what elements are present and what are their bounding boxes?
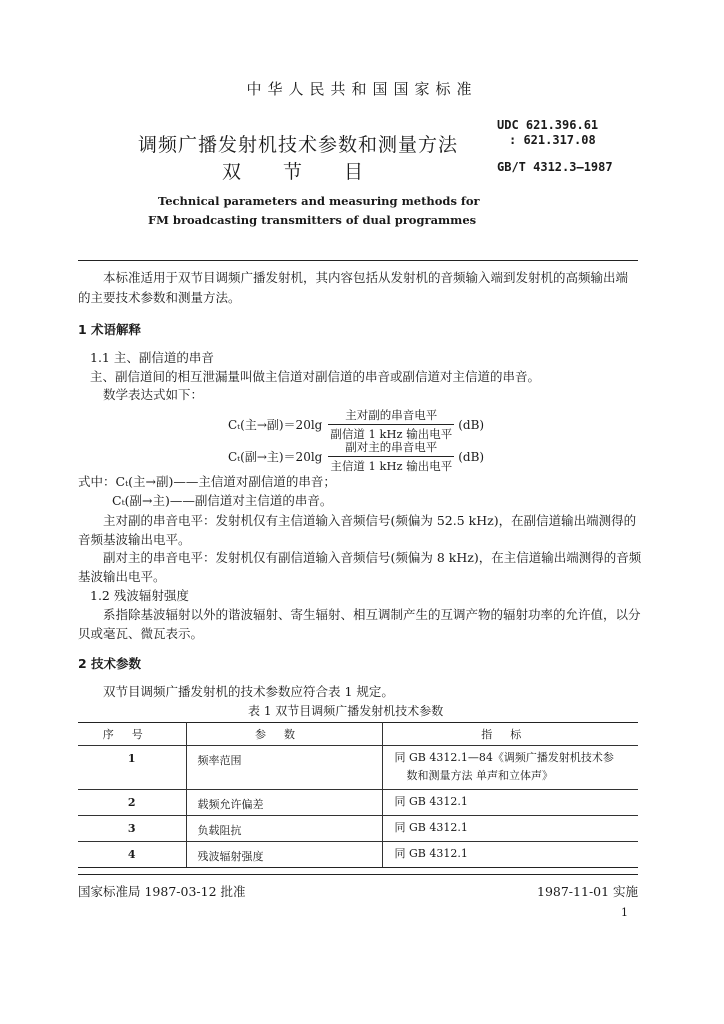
formula-where-2: Cₜ(副→主)——副信道对主信道的串音。 (112, 493, 333, 508)
row-specification (382, 842, 638, 868)
formula-lhs: Cₜ(主→副)＝20lg (228, 418, 323, 432)
row-parameter: 残波辐射强度 (186, 842, 382, 868)
table-row (78, 790, 638, 816)
row-parameter: 负载阻抗 (186, 816, 382, 842)
formula-numerator: 主对副的串音电平 (345, 408, 438, 422)
formula-where-1: 式中：Cₜ(主→副)——主信道对副信道的串音； (78, 474, 336, 489)
row-number: 2 (78, 790, 186, 816)
row-parameter: 载频允许偏差 (186, 790, 382, 816)
column-header-parameter: 参数 (186, 723, 382, 746)
table-row (78, 842, 638, 868)
section-1-2-text: 系指除基波辐射以外的谐波辐射、寄生辐射、相互调制产生的互调产物的辐射功率的允许值，以分 (103, 607, 641, 622)
formula-crosstalk-main-to-sub (228, 407, 484, 442)
formula-numerator: 副对主的串音电平 (345, 440, 438, 454)
row-number: 4 (78, 842, 186, 868)
definition-main-to-sub: 主对副的串音电平：发射机仅有主信道输入音频信号(频偏为 52.5 kHz)，在副信道输出端测得的 (103, 513, 637, 528)
spec-line: 同 GB 4312.1—84《调频广播发射机技术参 (394, 751, 614, 764)
header-divider (78, 260, 638, 261)
table-row (78, 746, 638, 790)
spec-line: 同 GB 4312.1 (394, 795, 468, 808)
section-1-2-text-cont: 贝或毫瓦、微瓦表示。 (78, 626, 204, 641)
row-specification (382, 816, 638, 842)
title-chinese: 调频广播发射机技术参数和测量方法 (138, 134, 459, 156)
formula-denominator: 副信道 1 kHz 输出电平 (328, 424, 454, 442)
title-english: Technical parameters and measuring methods for (158, 194, 480, 208)
row-specification (382, 746, 638, 790)
table-caption: 表 1 双节目调频广播发射机技术参数 (248, 704, 444, 718)
issuing-organization: 中华人民共和国国家标准 (246, 80, 478, 98)
section-1-heading: 1 术语解释 (78, 322, 142, 337)
row-number: 1 (78, 746, 186, 790)
title-chinese-line2: 双节目 (222, 161, 406, 183)
formula-intro: 数学表达式如下： (103, 387, 204, 402)
row-number: 3 (78, 816, 186, 842)
udc-code-continued: : 621.317.08 (509, 133, 596, 147)
formula-denominator: 主信道 1 kHz 输出电平 (328, 456, 454, 474)
spec-line: 同 GB 4312.1 (394, 847, 468, 860)
formula-crosstalk-sub-to-main (228, 439, 484, 474)
section-2-text: 双节目调频广播发射机的技术参数应符合表 1 规定。 (103, 684, 394, 699)
udc-code: UDC 621.396.61 (497, 118, 599, 132)
table-header-row (78, 723, 638, 746)
approval-date: 国家标准局 1987-03-12 批准 (78, 884, 246, 899)
definition-main-to-sub-cont: 音频基波输出电平。 (78, 532, 191, 547)
row-parameter: 频率范围 (186, 746, 382, 790)
column-header-specification: 指标 (382, 723, 638, 746)
section-1-1-text: 主、副信道间的相互泄漏量叫做主信道对副信道的串音或副信道对主信道的串音。 (90, 369, 541, 384)
spec-line: 同 GB 4312.1 (394, 821, 468, 834)
column-header-number: 序号 (78, 723, 186, 746)
section-1-1-heading: 1.1 主、副信道的串音 (90, 350, 214, 365)
intro-paragraph: 本标准适用于双节目调频广播发射机，其内容包括从发射机的音频输入端到发射机的高频输出端 (103, 270, 629, 285)
formula-lhs: Cₜ(副→主)＝20lg (228, 450, 323, 464)
footer-divider (78, 874, 638, 875)
section-1-2-heading: 1.2 残波辐射强度 (90, 588, 189, 603)
implementation-date: 1987-11-01 实施 (537, 884, 639, 899)
technical-parameters-table (78, 722, 638, 868)
formula-unit: (dB) (458, 449, 485, 464)
title-english-line2: FM broadcasting transmitters of dual programmes (148, 213, 477, 227)
formula-unit: (dB) (458, 417, 485, 432)
table-row (78, 816, 638, 842)
page-number: 1 (621, 906, 628, 919)
definition-sub-to-main: 副对主的串音电平：发射机仅有副信道输入音频信号(频偏为 8 kHz)，在主信道输出端测得的音频 (103, 550, 642, 565)
definition-sub-to-main-cont: 基波输出电平。 (78, 569, 166, 584)
row-specification (382, 790, 638, 816)
standard-number: GB/T 4312.3—1987 (497, 160, 613, 174)
intro-paragraph-cont: 的主要技术参数和测量方法。 (78, 290, 241, 305)
spec-line-cont: 数和测量方法 单声和立体声》 (406, 769, 553, 782)
section-2-heading: 2 技术参数 (78, 656, 142, 671)
